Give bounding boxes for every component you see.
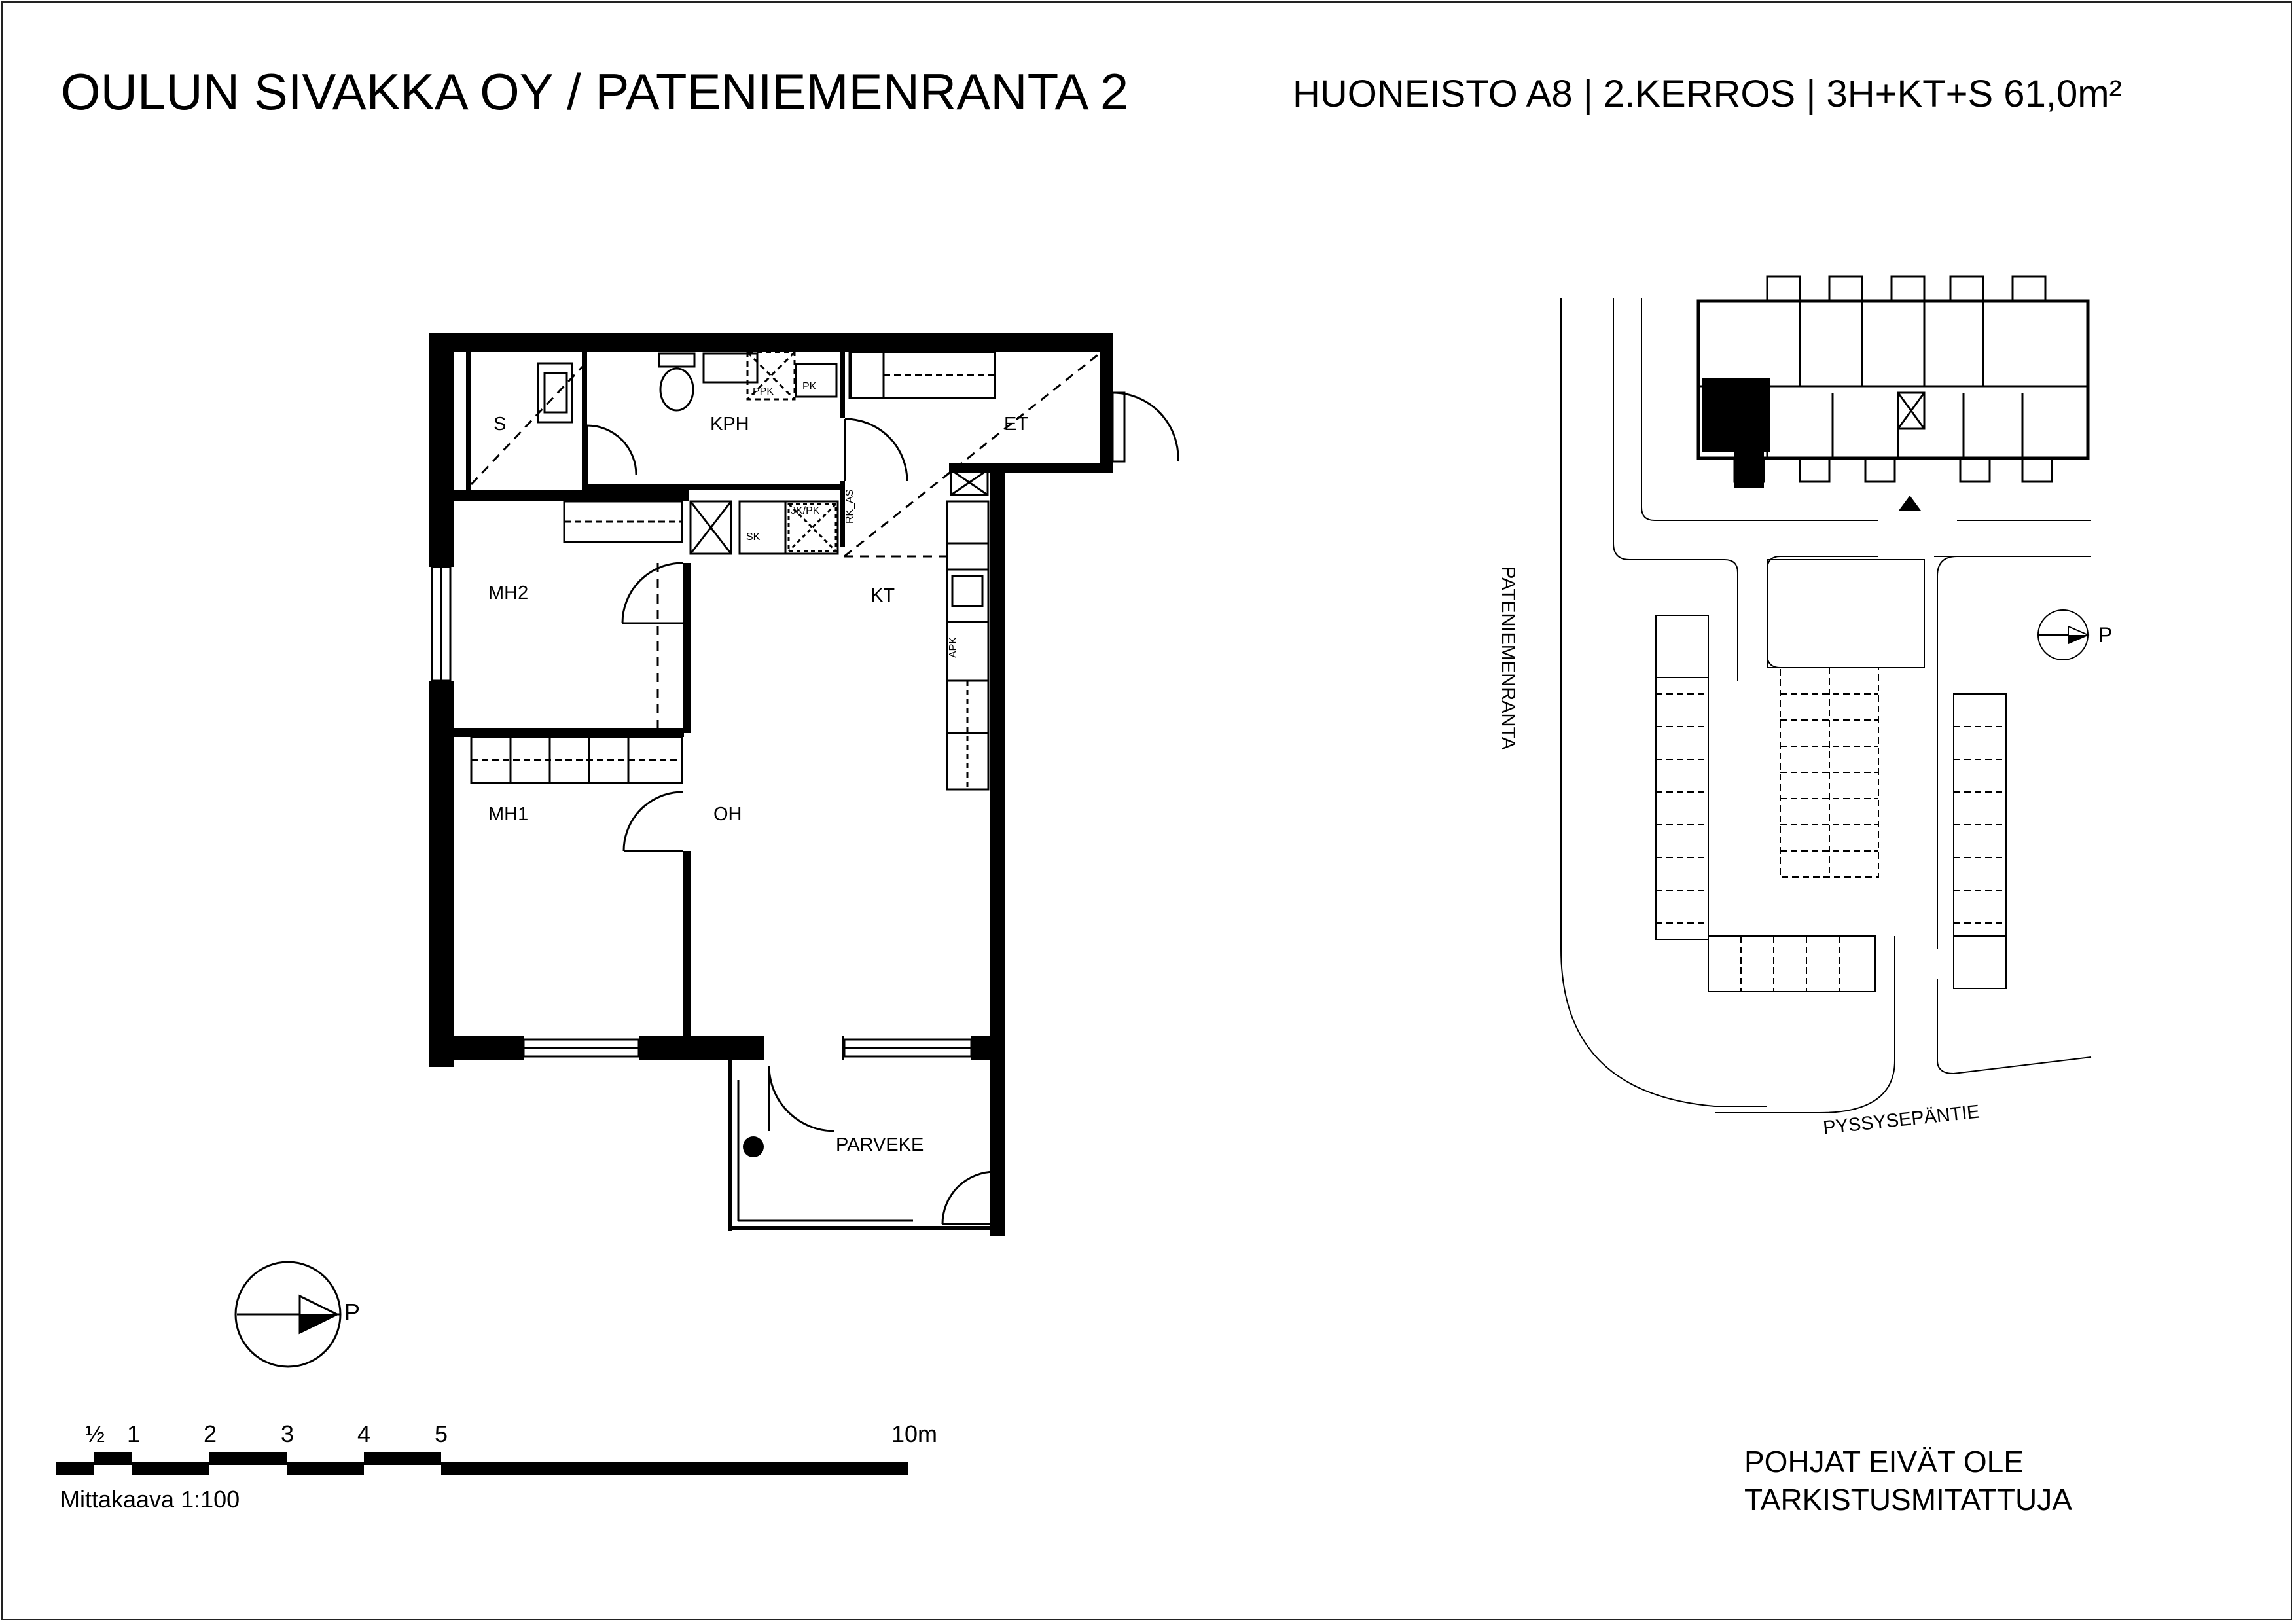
project-title: OULUN SIVAKKA OY / PATENIEMENRANTA 2 — [61, 63, 1129, 120]
scale-label: Mittakaava 1:100 — [60, 1486, 240, 1513]
scale-tick-10m: 10m — [891, 1420, 938, 1447]
room-kph: KPH — [710, 414, 749, 435]
scale-tick-2: 2 — [204, 1420, 217, 1447]
north-label: P — [344, 1299, 361, 1326]
apartment-info: HUONEISTO A8 | 2.KERROS | 3H+KT+S 61,0m² — [1293, 73, 2122, 115]
street-pateniemenranta: PATENIEMENRANTA — [1498, 566, 1518, 750]
disclaimer-line-2: TARKISTUSMITATTUJA — [1744, 1483, 2072, 1517]
room-mh1: MH1 — [488, 804, 529, 825]
room-s: S — [493, 414, 507, 435]
apartment-highlight — [1702, 378, 1770, 452]
site-north-label: P — [2098, 623, 2113, 647]
room-kt: KT — [870, 585, 895, 606]
room-oh: OH — [713, 804, 742, 825]
fixture-sk: SK — [746, 532, 761, 543]
entrance-marker — [1899, 496, 1921, 511]
fixture-ppk: PPK — [753, 386, 774, 397]
fixture-jkpk: JK/PK — [791, 505, 820, 516]
room-parveke: PARVEKE — [836, 1134, 924, 1155]
scale-tick-4: 4 — [357, 1420, 371, 1447]
scale-tick-3: 3 — [281, 1420, 295, 1447]
fixture-rkas: RK_AS — [844, 489, 855, 524]
disclaimer-line-1: POHJAT EIVÄT OLE — [1744, 1445, 2024, 1479]
fixture-pk: PK — [802, 381, 817, 392]
scale-tick-1: 1 — [127, 1420, 141, 1447]
scale-tick-5: 5 — [435, 1420, 448, 1447]
fixture-apk: APK — [948, 636, 959, 658]
street-pyssysepantie: PYSSYSEPÄNTIE — [1821, 1101, 1981, 1139]
room-et: ET — [1004, 414, 1029, 435]
disclaimer-note — [1744, 1443, 2072, 1519]
scale-tick-half: ½ — [85, 1420, 105, 1447]
room-mh2: MH2 — [488, 583, 529, 604]
